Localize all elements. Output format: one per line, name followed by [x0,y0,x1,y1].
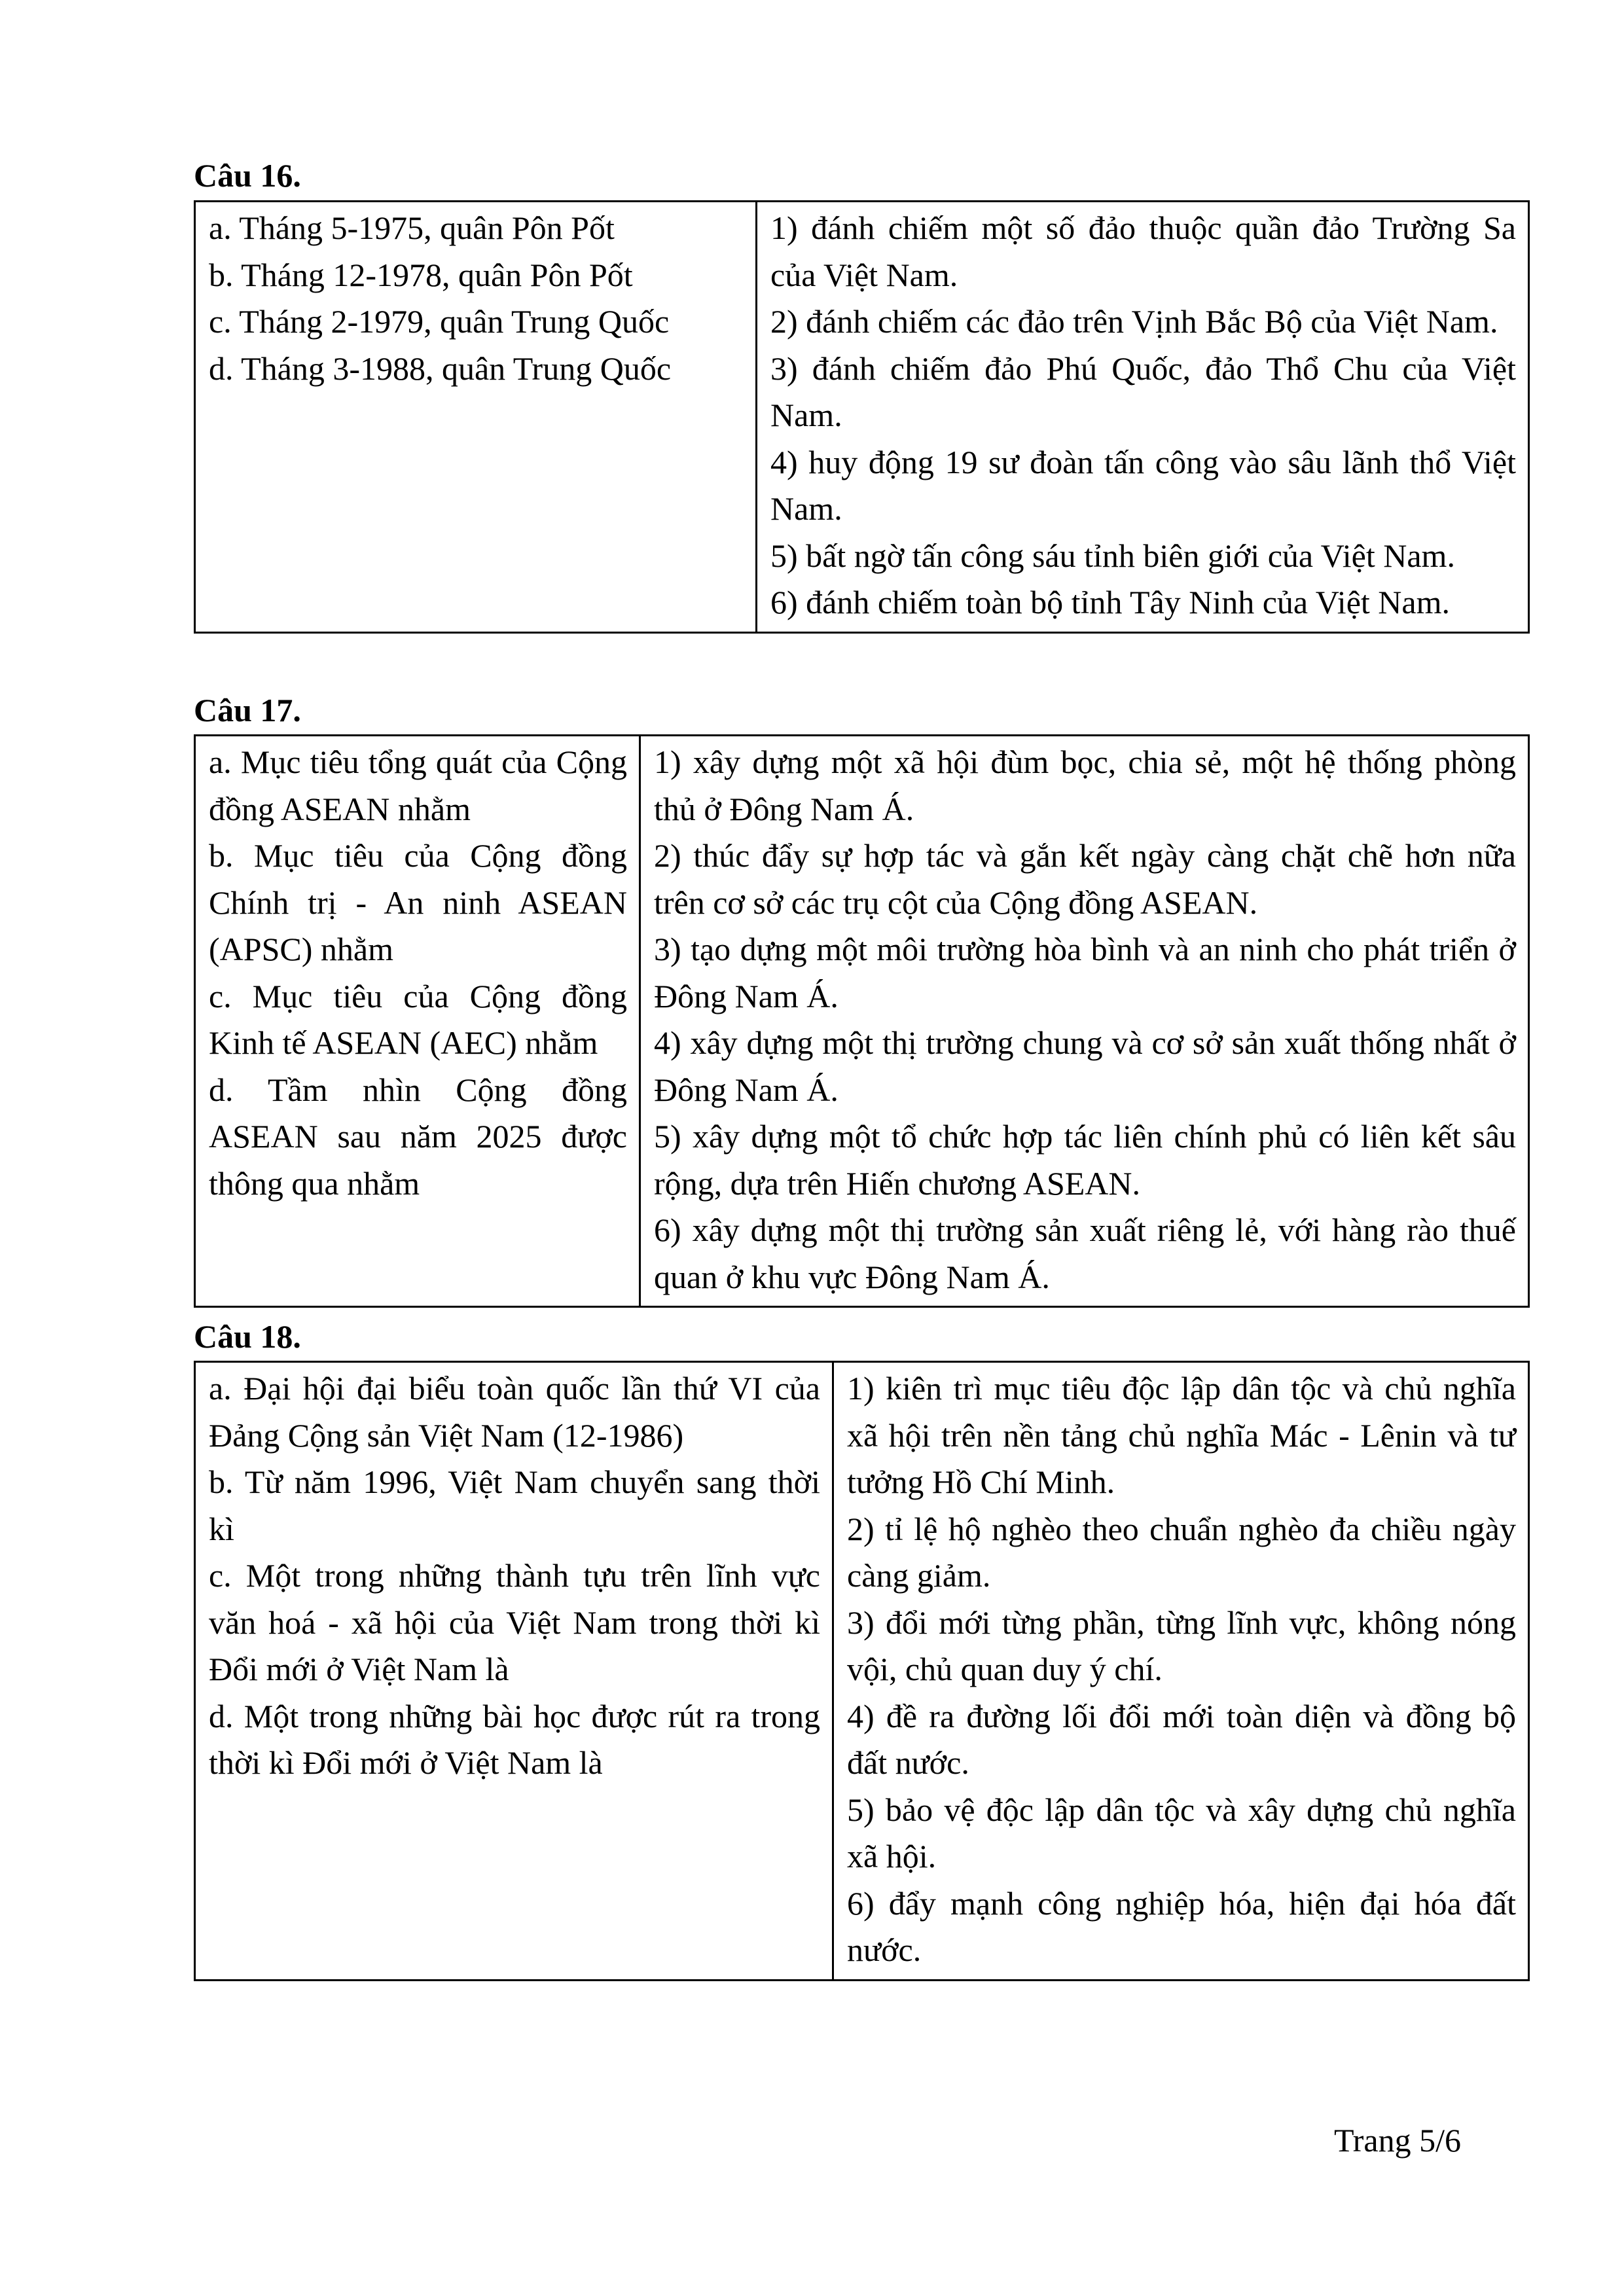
right-item: 1) đánh chiếm một số đảo thuộc quần đảo Trường Sa của Việt Nam. [770,209,1516,293]
right-item: 6) đánh chiếm toàn bộ tỉnh Tây Ninh của Việt Nam. [770,584,1450,620]
left-item: a. Đại hội đại biểu toàn quốc lần thứ VI của Đảng Cộng sản Việt Nam (12-1986) [209,1370,820,1454]
left-item: d. Tháng 3-1988, quân Trung Quốc [209,350,672,387]
right-item: 5) xây dựng một tổ chức hợp tác liên chính phủ có liên kết sâu rộng, dựa trên Hiến chương ASEAN. [654,1118,1516,1202]
right-item: 4) huy động 19 sư đoàn tấn công vào sâu lãnh thổ Việt Nam. [770,443,1516,527]
right-item: 2) thúc đẩy sự hợp tác và gắn kết ngày càng chặt chẽ hơn nữa trên cơ sở các trụ cột của Cộng đồng ASEAN. [654,837,1516,921]
question-17-left-column [195,736,640,1307]
question-17-matching-table [194,734,1530,1308]
left-item: c. Tháng 2-1979, quân Trung Quốc [209,303,670,340]
question-18-left-column [195,1362,833,1981]
left-item: b. Tháng 12-1978, quân Pôn Pốt [209,256,633,293]
left-item: d. Một trong những bài học được rút ra trong thời kì Đổi mới ở Việt Nam là [209,1697,820,1781]
right-item: 5) bảo vệ độc lập dân tộc và xây dựng chủ nghĩa xã hội. [847,1791,1516,1874]
right-item: 3) đổi mới từng phần, từng lĩnh vực, không nóng vội, chủ quan duy ý chí. [847,1604,1516,1687]
right-item: 1) xây dựng một xã hội đùm bọc, chia sẻ, một hệ thống phòng thủ ở Đông Nam Á. [654,744,1516,827]
left-item: c. Một trong những thành tựu trên lĩnh vực văn hoá - xã hội của Việt Nam trong thời kì Đổi mới ở Việt Nam là [209,1557,820,1687]
question-18-title: Câu 18. [194,1318,301,1355]
question-16-left-column [195,202,757,633]
left-item: b. Mục tiêu của Cộng đồng Chính trị - An ninh ASEAN (APSC) nhằm [209,837,627,967]
question-17-title: Câu 17. [194,692,301,728]
question-18-matching-table [194,1361,1530,1981]
left-item: b. Từ năm 1996, Việt Nam chuyển sang thời kì [209,1463,820,1547]
right-item: 3) tạo dựng một môi trường hòa bình và an ninh cho phát triển ở Đông Nam Á. [654,931,1516,1014]
left-item: a. Mục tiêu tổng quát của Cộng đồng ASEAN nhằm [209,744,627,827]
right-item: 1) kiên trì mục tiêu độc lập dân tộc và chủ nghĩa xã hội trên nền tảng chủ nghĩa Mác - Lênin và tư tưởng Hồ Chí Minh. [847,1370,1516,1500]
left-item: a. Tháng 5-1975, quân Pôn Pốt [209,209,615,246]
question-18-right-column [833,1362,1529,1981]
question-16-title: Câu 16. [194,157,301,194]
right-item: 6) xây dựng một thị trường sản xuất riêng lẻ, với hàng rào thuế quan ở khu vực Đông Nam Á. [654,1211,1516,1295]
right-item: 2) đánh chiếm các đảo trên Vịnh Bắc Bộ của Việt Nam. [770,303,1498,340]
right-item: 6) đẩy mạnh công nghiệp hóa, hiện đại hóa đất nước. [847,1884,1516,1968]
right-item: 4) xây dựng một thị trường chung và cơ sở sản xuất thống nhất ở Đông Nam Á. [654,1024,1516,1108]
right-item: 4) đề ra đường lối đổi mới toàn diện và đồng bộ đất nước. [847,1697,1516,1781]
question-17-right-column [640,736,1529,1307]
left-item: d. Tầm nhìn Cộng đồng ASEAN sau năm 2025 được thông qua nhằm [209,1071,627,1202]
page-number: Trang 5/6 [1334,2122,1462,2159]
right-item: 2) tỉ lệ hộ nghèo theo chuẩn nghèo đa chiều ngày càng giảm. [847,1510,1516,1594]
question-16-matching-table [194,200,1530,634]
right-item: 5) bất ngờ tấn công sáu tỉnh biên giới của Việt Nam. [770,537,1455,574]
left-item: c. Mục tiêu của Cộng đồng Kinh tế ASEAN (AEC) nhằm [209,977,627,1061]
right-item: 3) đánh chiếm đảo Phú Quốc, đảo Thổ Chu của Việt Nam. [770,350,1516,433]
question-16-right-column [757,202,1529,633]
